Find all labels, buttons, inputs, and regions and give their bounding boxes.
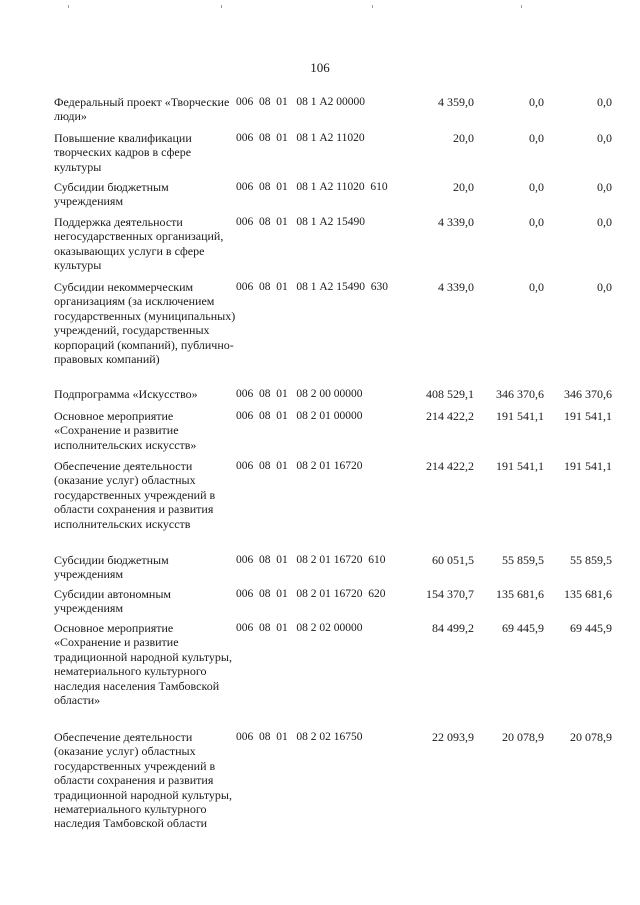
row-code: 006 08 01 08 1 А2 11020 610 xyxy=(236,181,388,193)
row-value-1: 84 499,2 xyxy=(432,621,474,635)
row-code: 006 08 01 08 2 01 16720 620 xyxy=(236,588,386,600)
row-name: Субсидии автономным учреждениям xyxy=(54,587,171,616)
row-value-3: 0,0 xyxy=(597,95,612,109)
row-name: Федеральный проект «Творческие люди» xyxy=(54,95,230,124)
row-value-3: 55 859,5 xyxy=(570,553,612,567)
row-name: Обеспечение деятельности (оказание услуг) областных государственных учреждений в области сохранения и развития исполнительских искусств xyxy=(54,459,216,531)
page-number: 106 xyxy=(310,60,330,75)
row-value-2: 191 541,1 xyxy=(496,409,544,423)
scan-mark xyxy=(372,5,373,8)
scan-mark xyxy=(68,5,69,8)
row-name: Субсидии бюджетным учреждениям xyxy=(54,553,169,582)
row-code: 006 08 01 08 1 А2 00000 xyxy=(236,96,366,108)
row-value-1: 4 359,0 xyxy=(438,95,474,109)
row-value-2: 0,0 xyxy=(529,215,544,229)
row-value-3: 0,0 xyxy=(597,280,612,294)
row-value-3: 69 445,9 xyxy=(570,621,612,635)
row-value-2: 69 445,9 xyxy=(502,621,544,635)
row-value-1: 22 093,9 xyxy=(432,730,474,744)
row-value-1: 214 422,2 xyxy=(426,459,474,473)
row-name: Обеспечение деятельности (оказание услуг) областных государственных учреждений в области сохранения и развития традиционной народной культуры, нематериального культурного наследия Тамбовской области xyxy=(54,730,232,831)
row-value-3: 0,0 xyxy=(597,131,612,145)
row-code: 006 08 01 08 1 А2 15490 xyxy=(236,216,366,228)
row-name: Субсидии бюджетным учреждениям xyxy=(54,180,169,209)
row-value-3: 191 541,1 xyxy=(564,409,612,423)
row-code: 006 08 01 08 1 А2 15490 630 xyxy=(236,281,389,293)
row-code: 006 08 01 08 2 01 16720 xyxy=(236,460,363,472)
row-value-3: 135 681,6 xyxy=(564,587,612,601)
row-name: Основное мероприятие «Сохранение и развитие традиционной народной культуры, нематериального культурного наследия населения Тамбовской области» xyxy=(54,621,232,708)
row-value-3: 0,0 xyxy=(597,215,612,229)
row-value-2: 0,0 xyxy=(529,280,544,294)
row-value-2: 191 541,1 xyxy=(496,459,544,473)
row-code: 006 08 01 08 2 02 00000 xyxy=(236,622,363,634)
row-value-2: 0,0 xyxy=(529,131,544,145)
row-value-3: 191 541,1 xyxy=(564,459,612,473)
row-name: Субсидии некоммерческим организациям (за исключением государственных (муниципальных) учреждений, государственных корпораций (компаний), публично-правовых компаний) xyxy=(54,280,236,367)
scan-edge-marks xyxy=(0,5,640,9)
scan-mark xyxy=(521,5,522,8)
row-value-3: 346 370,6 xyxy=(564,387,612,401)
row-code: 006 08 01 08 2 01 00000 xyxy=(236,410,363,422)
row-value-1: 4 339,0 xyxy=(438,215,474,229)
row-name: Поддержка деятельности негосударственных организаций, оказывающих услуги в сфере культуры xyxy=(54,215,224,273)
row-value-2: 0,0 xyxy=(529,95,544,109)
row-value-1: 20,0 xyxy=(453,180,474,194)
row-name: Повышение квалификации творческих кадров в сфере культуры xyxy=(54,131,192,174)
row-name: Основное мероприятие «Сохранение и развитие исполнительских искусств» xyxy=(54,409,197,452)
scan-mark xyxy=(221,5,222,8)
row-value-2: 346 370,6 xyxy=(496,387,544,401)
row-value-2: 55 859,5 xyxy=(502,553,544,567)
row-value-2: 0,0 xyxy=(529,180,544,194)
row-code: 006 08 01 08 2 02 16750 xyxy=(236,731,363,743)
row-value-3: 20 078,9 xyxy=(570,730,612,744)
row-value-1: 4 339,0 xyxy=(438,280,474,294)
row-value-1: 154 370,7 xyxy=(426,587,474,601)
row-code: 006 08 01 08 2 00 00000 xyxy=(236,388,363,400)
row-code: 006 08 01 08 2 01 16720 610 xyxy=(236,554,386,566)
row-value-3: 0,0 xyxy=(597,180,612,194)
row-code: 006 08 01 08 1 А2 11020 xyxy=(236,132,365,144)
row-value-1: 408 529,1 xyxy=(426,387,474,401)
row-name: Подпрограмма «Искусство» xyxy=(54,387,198,401)
row-value-2: 135 681,6 xyxy=(496,587,544,601)
row-value-1: 20,0 xyxy=(453,131,474,145)
row-value-1: 214 422,2 xyxy=(426,409,474,423)
row-value-2: 20 078,9 xyxy=(502,730,544,744)
row-value-1: 60 051,5 xyxy=(432,553,474,567)
